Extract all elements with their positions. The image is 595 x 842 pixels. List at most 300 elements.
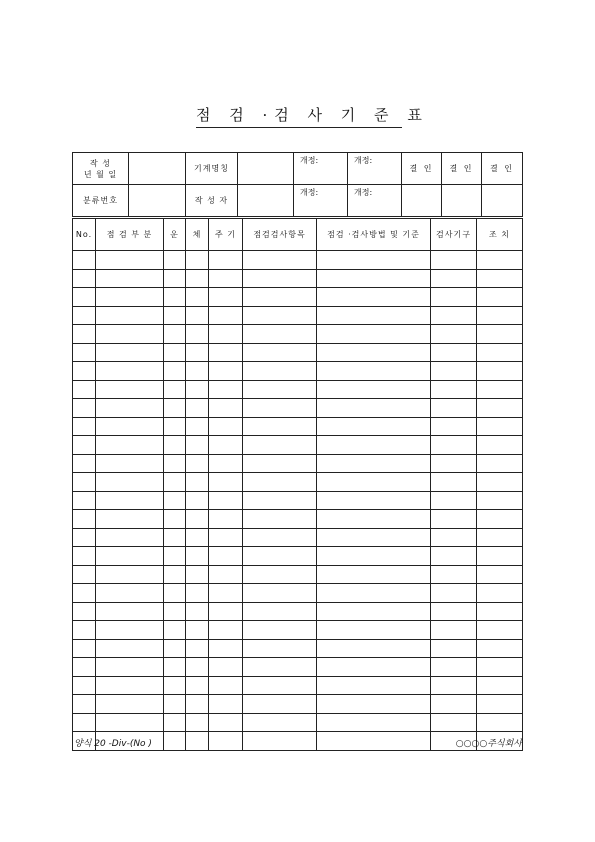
table-cell[interactable] [317,732,431,751]
table-cell[interactable] [431,343,477,362]
table-cell[interactable] [317,343,431,362]
table-cell[interactable] [431,269,477,288]
table-cell[interactable] [431,602,477,621]
classification-no-value[interactable] [129,185,186,217]
table-cell[interactable] [431,362,477,381]
table-cell[interactable] [317,602,431,621]
table-cell[interactable] [243,380,317,399]
table-cell[interactable] [243,639,317,658]
table-cell[interactable] [186,565,209,584]
approval-label-1: 결 인 [402,153,442,185]
table-row [73,269,523,288]
table-cell[interactable] [317,621,431,640]
table-cell[interactable] [73,584,96,603]
table-cell[interactable] [73,473,96,492]
table-cell[interactable] [164,547,186,566]
table-cell[interactable] [96,343,164,362]
table-row [73,639,523,658]
table-cell[interactable] [477,454,523,473]
table-cell[interactable] [243,732,317,751]
year-month-day-label: 년 월 일 [83,169,118,179]
table-cell[interactable] [96,288,164,307]
table-cell[interactable] [96,417,164,436]
table-header-row [73,219,523,251]
table-cell[interactable] [209,510,243,529]
table-cell[interactable] [477,343,523,362]
table-cell[interactable] [96,399,164,418]
table-cell[interactable] [243,584,317,603]
table-cell[interactable] [186,528,209,547]
table-row [73,547,523,566]
table-cell[interactable] [477,621,523,640]
table-cell[interactable] [317,639,431,658]
table-row [73,436,523,455]
revision-4[interactable]: 개정: [348,185,402,217]
table-cell[interactable] [186,713,209,732]
table-cell[interactable] [186,288,209,307]
table-cell[interactable] [431,565,477,584]
table-cell[interactable] [209,732,243,751]
table-row [73,362,523,381]
table-cell[interactable] [477,565,523,584]
approval-stamp-3[interactable] [482,185,523,217]
table-cell[interactable] [317,454,431,473]
table-cell[interactable] [164,473,186,492]
table-cell[interactable] [164,732,186,751]
table-cell[interactable] [73,436,96,455]
table-cell[interactable] [164,380,186,399]
table-cell[interactable] [243,528,317,547]
table-cell[interactable] [73,306,96,325]
table-cell[interactable] [96,713,164,732]
table-cell[interactable] [431,380,477,399]
table-body [73,251,523,751]
table-cell[interactable] [164,713,186,732]
table-cell[interactable] [209,584,243,603]
table-cell[interactable] [209,399,243,418]
table-cell[interactable] [431,473,477,492]
created-label: 작 성 [90,158,111,168]
table-cell[interactable] [431,436,477,455]
table-cell[interactable] [317,417,431,436]
table-cell[interactable] [431,676,477,695]
col-header-method-criteria: 점검 ·검사방법 및 기준 [317,219,431,251]
table-cell[interactable] [96,362,164,381]
table-cell[interactable] [164,436,186,455]
table-cell[interactable] [209,306,243,325]
table-cell[interactable] [317,269,431,288]
table-cell[interactable] [186,695,209,714]
table-row [73,380,523,399]
table-cell[interactable] [209,343,243,362]
table-cell[interactable] [243,713,317,732]
table-cell[interactable] [164,639,186,658]
table-cell[interactable] [164,399,186,418]
approval-stamp-1[interactable] [402,185,442,217]
table-cell[interactable] [73,621,96,640]
col-header-action: 조 치 [477,219,523,251]
table-row [73,251,523,270]
table-cell[interactable] [73,528,96,547]
table-cell[interactable] [243,417,317,436]
table-cell[interactable] [186,306,209,325]
table-cell[interactable] [477,436,523,455]
table-row [73,454,523,473]
table-cell[interactable] [243,565,317,584]
col-header-inspection-part: 점 검 부 분 [96,219,164,251]
table-cell[interactable] [209,547,243,566]
table-row [73,306,523,325]
table-cell[interactable] [186,621,209,640]
table-cell[interactable] [243,454,317,473]
table-cell[interactable] [96,269,164,288]
table-cell[interactable] [186,602,209,621]
table-row [73,510,523,529]
table-cell[interactable] [431,695,477,714]
table-cell[interactable] [431,547,477,566]
table-cell[interactable] [186,343,209,362]
table-cell[interactable] [96,454,164,473]
table-cell[interactable] [186,676,209,695]
table-row [73,584,523,603]
table-row [73,491,523,510]
table-cell[interactable] [243,473,317,492]
table-cell[interactable] [243,288,317,307]
table-cell[interactable] [431,417,477,436]
table-cell[interactable] [164,325,186,344]
table-row [73,658,523,677]
table-cell[interactable] [477,399,523,418]
table-cell[interactable] [477,713,523,732]
table-cell[interactable] [431,288,477,307]
table-cell[interactable] [96,602,164,621]
table-cell[interactable] [431,658,477,677]
table-cell[interactable] [73,695,96,714]
table-cell[interactable] [243,510,317,529]
table-cell[interactable] [164,269,186,288]
table-cell[interactable] [243,325,317,344]
table-cell[interactable] [96,528,164,547]
table-cell[interactable] [477,417,523,436]
table-cell[interactable] [243,658,317,677]
table-cell[interactable] [96,491,164,510]
table-cell[interactable] [164,306,186,325]
revision-1[interactable]: 개정: [294,153,348,185]
table-cell[interactable] [186,362,209,381]
table-cell[interactable] [73,362,96,381]
table-cell[interactable] [96,380,164,399]
table-cell[interactable] [431,621,477,640]
table-row [73,565,523,584]
approval-label-3: 결 인 [482,153,523,185]
table-cell[interactable] [243,436,317,455]
table-row [73,621,523,640]
table-cell[interactable] [209,491,243,510]
table-cell[interactable] [243,343,317,362]
col-header-instrument: 검사기구 [431,219,477,251]
table-cell[interactable] [317,251,431,270]
table-row [73,713,523,732]
table-cell[interactable] [164,565,186,584]
table-cell[interactable] [73,417,96,436]
classification-no-label: 분류번호 [73,185,129,217]
table-cell[interactable] [431,528,477,547]
table-row [73,528,523,547]
table-cell[interactable] [209,473,243,492]
table-cell[interactable] [96,584,164,603]
table-cell[interactable] [186,417,209,436]
table-cell[interactable] [431,454,477,473]
table-cell[interactable] [164,584,186,603]
table-cell[interactable] [73,713,96,732]
table-row [73,417,523,436]
table-cell[interactable] [96,621,164,640]
table-cell[interactable] [209,417,243,436]
table-cell[interactable] [96,473,164,492]
table-cell[interactable] [186,491,209,510]
inspection-table [72,218,523,751]
col-header-inspection-item: 점검검사항목 [243,219,317,251]
table-cell[interactable] [243,399,317,418]
table-cell[interactable] [209,639,243,658]
table-row [73,343,523,362]
table-cell[interactable] [73,343,96,362]
table-cell[interactable] [209,454,243,473]
table-cell[interactable] [477,676,523,695]
table-cell[interactable] [243,695,317,714]
table-cell[interactable] [186,454,209,473]
table-cell[interactable] [186,251,209,270]
form-code: 양식 20 -Div-(No ) [74,739,152,749]
table-cell[interactable] [186,732,209,751]
table-cell[interactable] [243,306,317,325]
machine-name-label: 기계명칭 [186,153,238,185]
table-cell[interactable] [209,528,243,547]
table-cell[interactable] [96,510,164,529]
approval-stamp-2[interactable] [442,185,482,217]
company-name: ○○○○주식회사 [455,739,522,749]
table-cell[interactable] [164,454,186,473]
table-cell[interactable] [73,269,96,288]
table-cell[interactable] [209,695,243,714]
table-cell[interactable] [477,269,523,288]
table-cell[interactable] [73,251,96,270]
table-cell[interactable] [477,306,523,325]
table-cell[interactable] [431,584,477,603]
table-cell[interactable] [317,510,431,529]
created-date-value[interactable] [129,153,186,185]
table-cell[interactable] [73,676,96,695]
table-cell[interactable] [477,362,523,381]
table-cell[interactable] [164,621,186,640]
table-cell[interactable] [96,251,164,270]
table-cell[interactable] [164,343,186,362]
table-cell[interactable] [96,306,164,325]
table-cell[interactable] [73,602,96,621]
table-cell[interactable] [243,676,317,695]
table-cell[interactable] [73,658,96,677]
col-header-no: No. [73,219,96,251]
author-label: 작 성 자 [186,185,238,217]
table-cell[interactable] [477,695,523,714]
table-cell[interactable] [317,306,431,325]
table-cell[interactable] [209,325,243,344]
table-cell[interactable] [317,713,431,732]
table-cell[interactable] [477,325,523,344]
table-cell[interactable] [164,676,186,695]
table-cell[interactable] [73,325,96,344]
table-cell[interactable] [477,473,523,492]
table-cell[interactable] [164,510,186,529]
author-value[interactable] [238,185,294,217]
table-cell[interactable] [73,565,96,584]
table-cell[interactable] [317,695,431,714]
table-cell[interactable] [186,325,209,344]
revision-3[interactable]: 개정: [294,185,348,217]
table-cell[interactable] [209,251,243,270]
table-cell[interactable] [317,325,431,344]
table-cell[interactable] [209,380,243,399]
col-header-cycle: 주 기 [209,219,243,251]
table-cell[interactable] [186,473,209,492]
table-cell[interactable] [317,362,431,381]
table-cell[interactable] [96,436,164,455]
table-cell[interactable] [209,362,243,381]
table-cell[interactable] [431,713,477,732]
table-cell[interactable] [96,658,164,677]
table-cell[interactable] [73,454,96,473]
table-cell[interactable] [164,362,186,381]
table-cell[interactable] [186,510,209,529]
table-cell[interactable] [164,417,186,436]
table-row [73,676,523,695]
col-header-stopped: 체 [186,219,209,251]
table-cell[interactable] [209,713,243,732]
table-cell[interactable] [73,639,96,658]
table-cell[interactable] [73,288,96,307]
table-cell[interactable] [164,491,186,510]
table-cell[interactable] [186,584,209,603]
table-cell[interactable] [209,565,243,584]
table-cell[interactable] [477,528,523,547]
machine-name-value[interactable] [238,153,294,185]
table-cell[interactable] [317,380,431,399]
table-cell[interactable] [317,658,431,677]
table-cell[interactable] [73,491,96,510]
table-cell[interactable] [209,676,243,695]
table-cell[interactable] [164,288,186,307]
table-cell[interactable] [243,547,317,566]
table-cell[interactable] [186,639,209,658]
table-cell[interactable] [209,269,243,288]
approval-label-2: 결 인 [442,153,482,185]
table-cell[interactable] [431,325,477,344]
table-cell[interactable] [243,269,317,288]
table-cell[interactable] [317,491,431,510]
table-row [73,602,523,621]
table-cell[interactable] [477,510,523,529]
revision-2[interactable]: 개정: [348,153,402,185]
table-cell[interactable] [317,288,431,307]
table-cell[interactable] [96,676,164,695]
table-cell[interactable] [477,288,523,307]
table-cell[interactable] [317,473,431,492]
table-cell[interactable] [431,306,477,325]
table-cell[interactable] [164,695,186,714]
table-row [73,288,523,307]
col-header-operating: 운 [164,219,186,251]
table-cell[interactable] [186,658,209,677]
table-cell[interactable] [209,621,243,640]
table-cell[interactable] [477,547,523,566]
table-cell[interactable] [243,362,317,381]
table-row [73,399,523,418]
table-cell[interactable] [186,436,209,455]
table-cell[interactable] [209,602,243,621]
table-cell[interactable] [431,510,477,529]
table-cell[interactable] [477,658,523,677]
table-cell[interactable] [243,251,317,270]
table-cell[interactable] [317,528,431,547]
table-cell[interactable] [477,639,523,658]
table-cell[interactable] [164,602,186,621]
table-cell[interactable] [186,269,209,288]
table-cell[interactable] [243,491,317,510]
table-cell[interactable] [431,639,477,658]
table-cell[interactable] [209,288,243,307]
table-cell[interactable] [96,639,164,658]
table-cell[interactable] [317,399,431,418]
table-cell[interactable] [243,602,317,621]
table-cell[interactable] [73,547,96,566]
table-cell[interactable] [96,695,164,714]
table-cell[interactable] [477,602,523,621]
created-date-label [73,153,129,185]
table-cell[interactable] [317,565,431,584]
table-cell[interactable] [73,380,96,399]
table-cell[interactable] [186,380,209,399]
table-cell[interactable] [477,380,523,399]
table-cell[interactable] [96,325,164,344]
table-cell[interactable] [209,436,243,455]
table-cell[interactable] [164,658,186,677]
header-table [72,152,523,217]
table-cell[interactable] [96,547,164,566]
table-cell[interactable] [477,251,523,270]
table-cell[interactable] [431,399,477,418]
table-cell[interactable] [431,491,477,510]
table-cell[interactable] [73,510,96,529]
table-row [73,325,523,344]
table-cell[interactable] [317,676,431,695]
document-title: 점 검 ·검 사 기 준 표 [196,106,429,124]
table-cell[interactable] [164,528,186,547]
table-cell[interactable] [317,547,431,566]
table-cell[interactable] [73,399,96,418]
table-cell[interactable] [477,491,523,510]
table-cell[interactable] [186,547,209,566]
table-cell[interactable] [96,565,164,584]
table-cell[interactable] [209,658,243,677]
table-cell[interactable] [243,621,317,640]
table-cell[interactable] [431,251,477,270]
table-cell[interactable] [186,399,209,418]
table-cell[interactable] [317,436,431,455]
table-cell[interactable] [317,584,431,603]
table-cell[interactable] [164,251,186,270]
table-cell[interactable] [477,584,523,603]
title-underline [196,127,402,128]
